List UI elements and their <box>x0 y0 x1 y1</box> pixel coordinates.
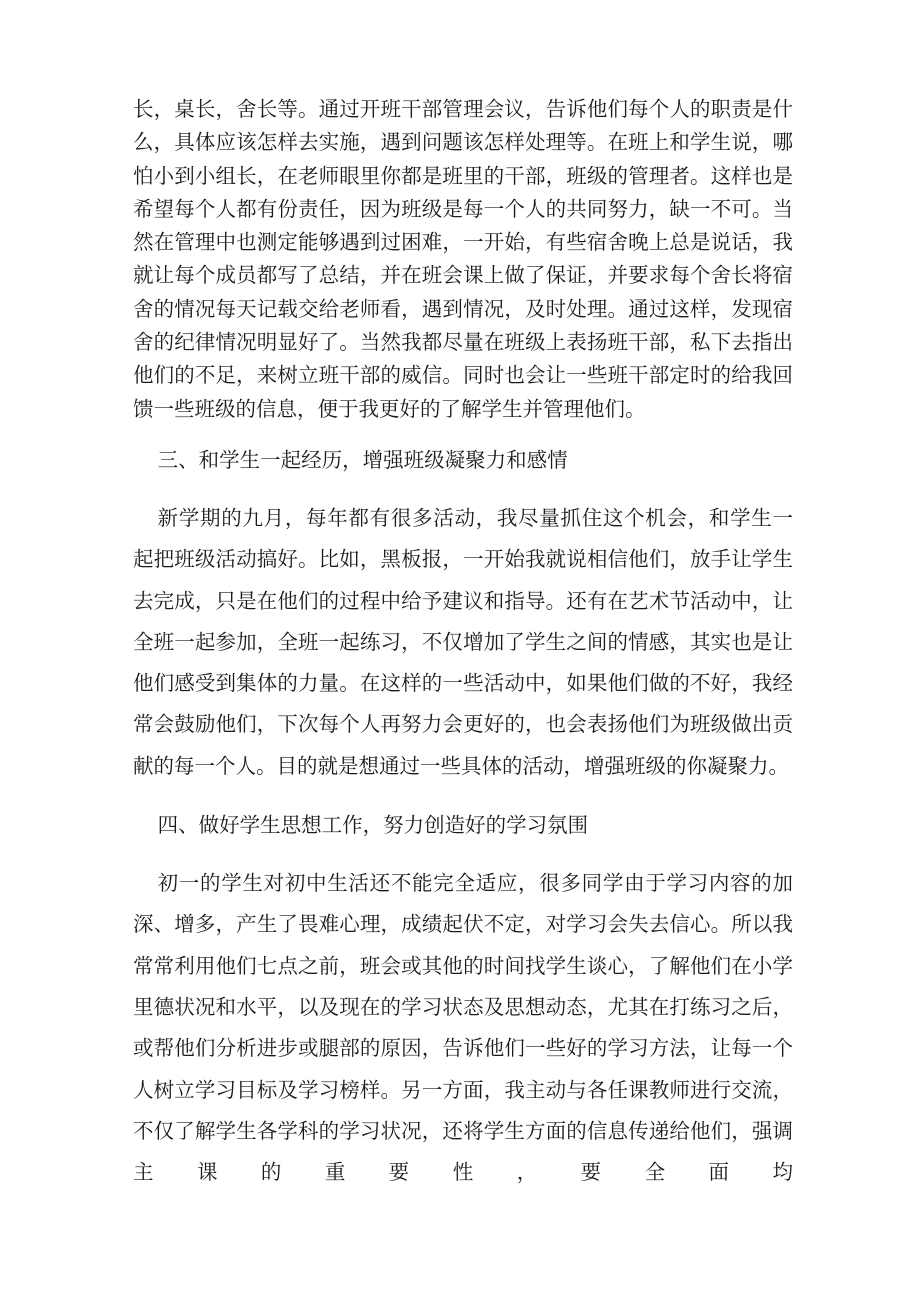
paragraph-class-activities: 新学期的九月，每年都有很多活动，我尽量抓住这个机会，和学生一起把班级活动搞好。比如，黑板报，一开始我就说相信他们，放手让学生去完成，只是在他们的过程中给予建议和指导。还有在艺术节活动中，让全班一起参加，全班一起练习，不仅增加了学生之间的情感，其实也是让他们感受到集体的力量。在这样的一些活动中，如果他们做的不好，我经常会鼓励他们，下次每个人再努力会更好的，也会表扬他们为班级做出贡献的每一个人。目的就是想通过一些具体的活动，增强班级的你凝聚力。 <box>133 505 793 778</box>
document-body <box>133 93 793 1193</box>
section-heading-three: 三、和学生一起经历，增强班级凝聚力和感情 <box>157 447 568 472</box>
paragraph-class-cadre-management: 长，桌长，舍长等。通过开班干部管理会议，告诉他们每个人的职责是什么，具体应该怎样去实施，遇到问题该怎样处理等。在班上和学生说，哪怕小到小组长，在老师眼里你都是班里的干部，班级的管理者。这样也是希望每个人都有份责任，因为班级是每一个人的共同努力，缺一不可。当然在管理中也测定能够遇到过困难，一开始，有些宿舍晚上总是说话，我就让每个成员都写了总结，并在班会课上做了保证，并要求每个舍长将宿舍的情况每天记载交给老师看，遇到情况，及时处理。通过这样，发现宿舍的纪律情况明显好了。当然我都尽量在班级上表扬班干部，私下去指出他们的不足，来树立班干部的威信。同时也会让一些班干部定时的给我回馈一些班级的信息，便于我更好的了解学生并管理他们。 <box>133 97 793 421</box>
paragraph-student-mindset: 初一的学生对初中生活还不能完全适应，很多同学由于学习内容的加深、增多，产生了畏难心理，成绩起伏不定，对学习会失去信心。所以我常常利用他们七点之前，班会或其他的时间找学生谈心，了解他们在小学里德状况和水平，以及现在的学习状态及思想动态，尤其在打练习之后，或帮他们分析进步或腿部的原因，告诉他们一些好的学习方法，让每一个人树立学习目标及学习榜样。另一方面，我主动与各任课教师进行交流，不仅了解学生各学科的学习状况，还将学生方面的信息传递给他们，强调主课的重要性，要全面均 <box>133 871 793 1185</box>
section-heading-four: 四、做好学生思想工作，努力创造好的学习氛围 <box>157 813 589 838</box>
